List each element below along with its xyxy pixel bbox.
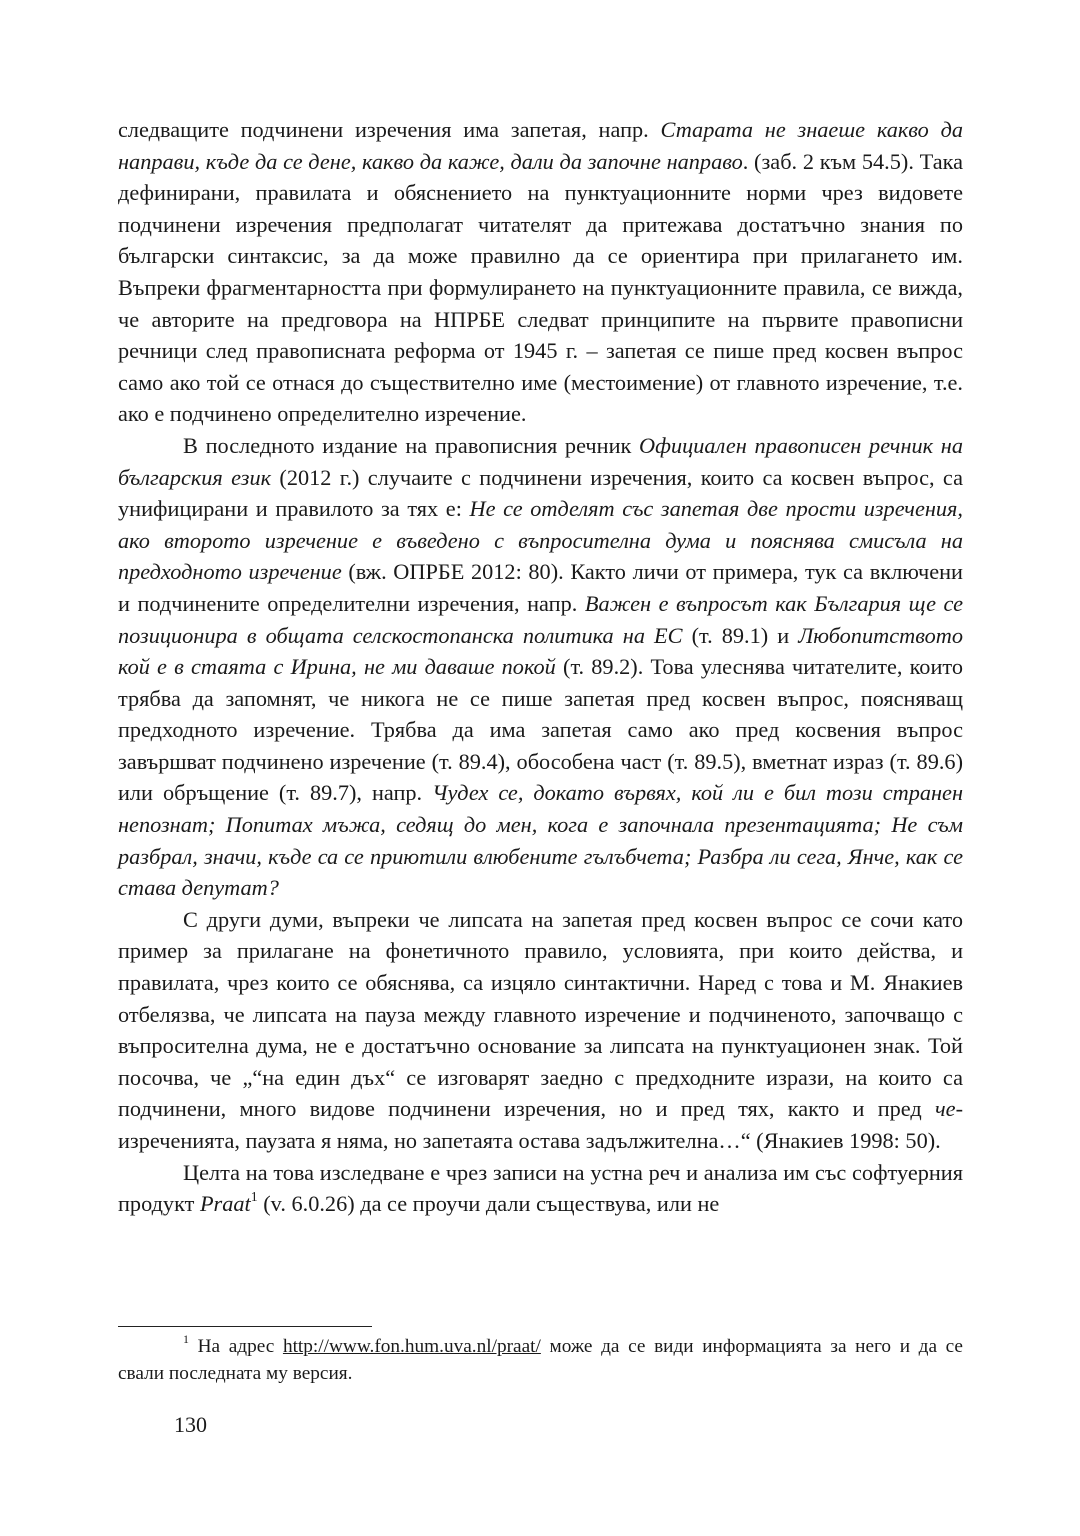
paragraph-1 [118,114,963,430]
italic-run: Официален правописен речник на българския език [118,432,963,490]
paragraph-3 [118,904,963,1157]
italic-run: Важен е въпросът как България ще се позиционира в общата селскостопанска политика на ЕС [118,590,963,648]
italic-run: Чудех се, докато вървях, кой ли е бил този странен непознат; Попитах мъжа, седящ до мен, кога е започнала презентацията; Не съм разбрал, значи, къде са се приютили влюбените гълъбчета; Разбра ли сега, Янче, как се става депутат? [118,780,964,901]
footnote-ref: 1 [250,1189,258,1205]
text-run: . (заб. 2 към 54.5). Така дефинирани, правилата и обяснението на пунктуационните норми чрез видовете подчинени изречения предполагат читателят да притежава достатъчно знания по български синтаксис, за да може правилно да се ориентира при прилагането им. Въпреки фрагментарността при формулирането на пунктуационните правила, се вижда, че авторите на предговора на НПРБЕ следват принципите на първите правописни речници след правописната реформа от 1945 г. – запетая се пише пред косвен въпрос само ако той се отнася до съществително име (местоимение) от главното изречение, т.е. ако е подчинено определително изречение. [118,148,963,427]
text-run: (т. 89.2). Това улеснява читателите, които трябва да запомнят, че никога не се пише запетая пред косвен въпрос, поясняващ предходното изречение. Трябва да има запетая само ако пред косвения въпрос завършват подчинено изречение (т. 89.4), обособена част (т. 89.5), вметнат израз (т. 89.6) или обръщение (т. 89.7), напр. [118,654,963,806]
page-number: 130 [174,1412,207,1437]
footnote-link[interactable]: http://www.fon.hum.uva.nl/praat/ [282,1336,541,1357]
footnote-marker: 1 [183,1332,189,1347]
text-run: Целта на това изследване е чрез записи на устна реч и анализа им със софтуерния продукт [118,1159,963,1217]
paragraph-2 [118,430,963,904]
text-run: (т. 89.1) и [682,622,799,648]
footnote-separator [118,1326,372,1327]
italic-run: Старата не знаеше какво да направи, къде да се дене, какво да каже, дали да започне направо [118,117,964,174]
paragraph-4 [118,1157,963,1220]
text-run: (2012 г.) случаите с подчинени изречения, които са косвен въпрос, са унифицирани и правилото за тях е: [118,464,963,522]
footnote [118,1333,963,1387]
italic-run: че [935,1096,956,1122]
footnote-text-before: На адрес [188,1336,283,1357]
footnote-text-after: може да се види информацията за него и да се свали последната му версия. [118,1336,963,1384]
document-body [118,114,963,1220]
italic-run: Praat [199,1191,251,1217]
text-run: В последното издание на правописния речник [183,432,640,458]
text-run: (v. 6.0.26) да се проучи дали съществува, или не [257,1191,720,1217]
italic-run: Не се отделят със запетая две прости изречения, ако второто изречение е въведено с въпросителна дума и пояснява смисъла на предходното изречение [118,496,963,585]
text-run: (вж. ОПРБЕ 2012: 80). Както личи от примера, тук са включени и подчинените определителни изречения, напр. [118,559,963,616]
text-run: С други думи, въпреки че липсата на запетая пред косвен въпрос се сочи като пример за прилагане на фонетичното правило, условията, при които действа, и правилата, чрез които се обяснява, са изцяло синтактични. Наред с това и М. Янакиев отбелязва, че липсата на пауза между главното изречение и подчиненото, започващо с въпросителна дума, не е достатъчно основание за липсата на пунктуационен знак. Той посочва, че „“на един дъх“ се изговарят заедно с предходните изрази, на които са подчинени, много видове подчинени изречения, но и пред тях, както и пред [118,906,963,1122]
text-run: следващите подчинени изречения има запетая, напр. [118,117,661,142]
italic-run: Любопитството кой е в стаята с Ирина, не ми даваше покой [118,622,963,680]
text-run: -изреченията, паузата я няма, но запетаята остава задължителна…“ (Янакиев 1998: 50). [118,1096,963,1153]
